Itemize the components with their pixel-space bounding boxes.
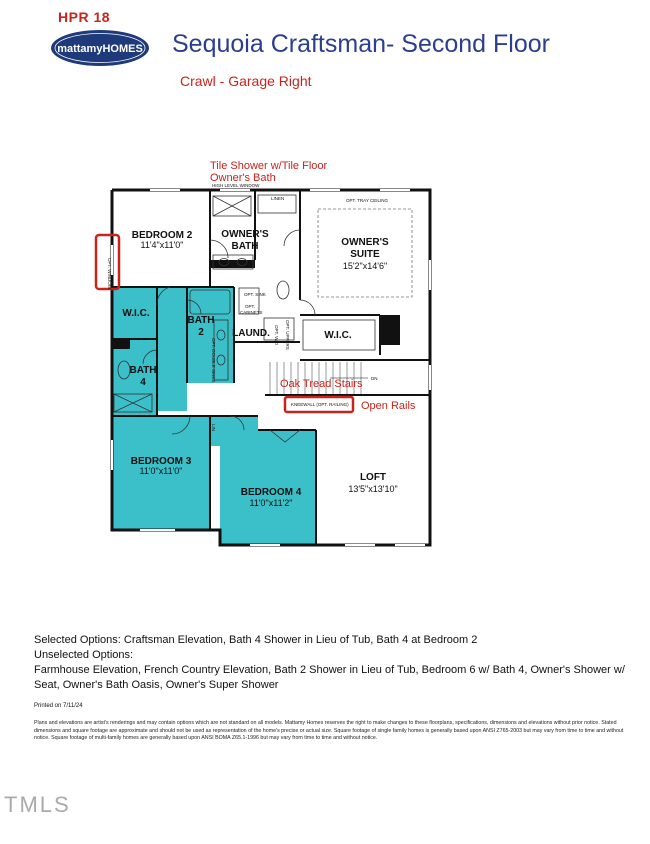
options-block	[34, 633, 634, 714]
hall-area	[157, 287, 187, 411]
bath2-label-1: BATH	[187, 315, 215, 326]
bath2-label-2: 2	[198, 327, 204, 338]
wic-right-label: W.I.C.	[324, 330, 352, 341]
wic-left-label: W.I.C.	[122, 308, 150, 319]
page-subtitle: Crawl - Garage Right	[180, 73, 312, 89]
bath4-label-2: 4	[140, 377, 146, 388]
tile-shower-note-2: Owner's Bath	[210, 172, 276, 184]
bedroom4-name: BEDROOM 4	[240, 487, 302, 498]
opt-label: OPT.	[245, 304, 256, 309]
bedroom4-dims: 11'0"x11'2"	[249, 498, 293, 508]
linen-top-label: LINEN	[271, 196, 285, 201]
cabinets-label: CABINETS	[240, 310, 263, 315]
owners-bath-label-1: OWNER'S	[221, 229, 269, 240]
high-level-window-label: HIGH LEVEL WINDOW	[212, 183, 260, 188]
owners-bath-label-2: BATH	[231, 241, 259, 252]
oak-stairs-note: Oak Tread Stairs	[280, 378, 363, 390]
dn-label: DN	[371, 376, 378, 381]
laund-label: LAUND.	[232, 328, 270, 339]
opt-sink-label: OPT. SINK	[244, 292, 266, 297]
owners-suite-dims: 15'2"x14'6"	[342, 261, 388, 271]
bedroom2-name: BEDROOM 2	[131, 230, 193, 241]
disclaimer: Plans and elevations are artist's renderings and may contain options which are not standard on all models. Mattamy Homes reserves the right to make changes to these floorplans, specifications, dimensions and elevations without prior notice. Stated dimensions and square footage are approximate and should not be used as representation of the home's precise or actual size. Square footage of single family homes is generally based upon ANSI Z765-2003 but may vary from time to time and without notice. Square footage of multi-family homes are generally based upon ANSI BOMA Z65.1-1996 but may vary from time to time and without notice.	[34, 720, 624, 741]
bedroom3-name: BEDROOM 3	[130, 456, 192, 467]
opt-wd-label: OPT. W/D	[274, 325, 279, 345]
page-title: Sequoia Craftsman- Second Floor	[172, 30, 550, 58]
plan-code: HPR 18	[58, 9, 111, 25]
bedroom2-dims: 11'4"x11'0"	[140, 240, 184, 250]
opt-window-label: OPT. WINDOW	[107, 258, 112, 289]
bath2-area	[187, 287, 234, 383]
bedroom3-dims: 11'0"x11'0"	[139, 466, 183, 476]
bath4-label-1: BATH	[129, 365, 157, 376]
owners-toilet	[277, 281, 289, 299]
unselected-options-header: Unselected Options:	[34, 649, 134, 661]
opt-double-sinks-label: OPT. DOUBLE SINKS	[211, 338, 216, 383]
tmls-watermark: TMLS	[4, 792, 71, 817]
unselected-options-line2: Seat, Owner's Bath Oasis, Owner's Super Shower	[34, 679, 279, 691]
tile-shower-note-1: Tile Shower w/Tile Floor	[210, 160, 328, 172]
loft-name: LOFT	[359, 472, 387, 483]
opt-tray-ceiling-label: OPT. TRAY CEILING	[346, 198, 389, 203]
loft-dims: 13'5"x13'10"	[348, 484, 398, 494]
printed-date: Printed on 7/11/24	[34, 703, 83, 709]
unselected-options-line1: Farmhouse Elevation, French Country Elevation, Bath 2 Shower in Lieu of Tub, Bedroom 6 w/ Bath 4, Owner's Shower w/	[34, 664, 625, 676]
linen-mid-label: LIN	[211, 424, 216, 432]
opt-uppers-label: OPT. UPPERS	[285, 320, 290, 350]
kneewall-label: KNEEWALL (OPT. RAILING)	[291, 402, 349, 407]
owners-suite-label-1: OWNER'S	[341, 237, 389, 248]
owners-suite-label-2: SUITE	[350, 249, 380, 260]
open-rails-note: Open Rails	[361, 400, 416, 412]
logo-text: mattamyHOMES	[57, 43, 143, 55]
selected-options: Selected Options: Craftsman Elevation, Bath 4 Shower in Lieu of Tub, Bath 4 at Bedroom 2	[34, 634, 478, 646]
